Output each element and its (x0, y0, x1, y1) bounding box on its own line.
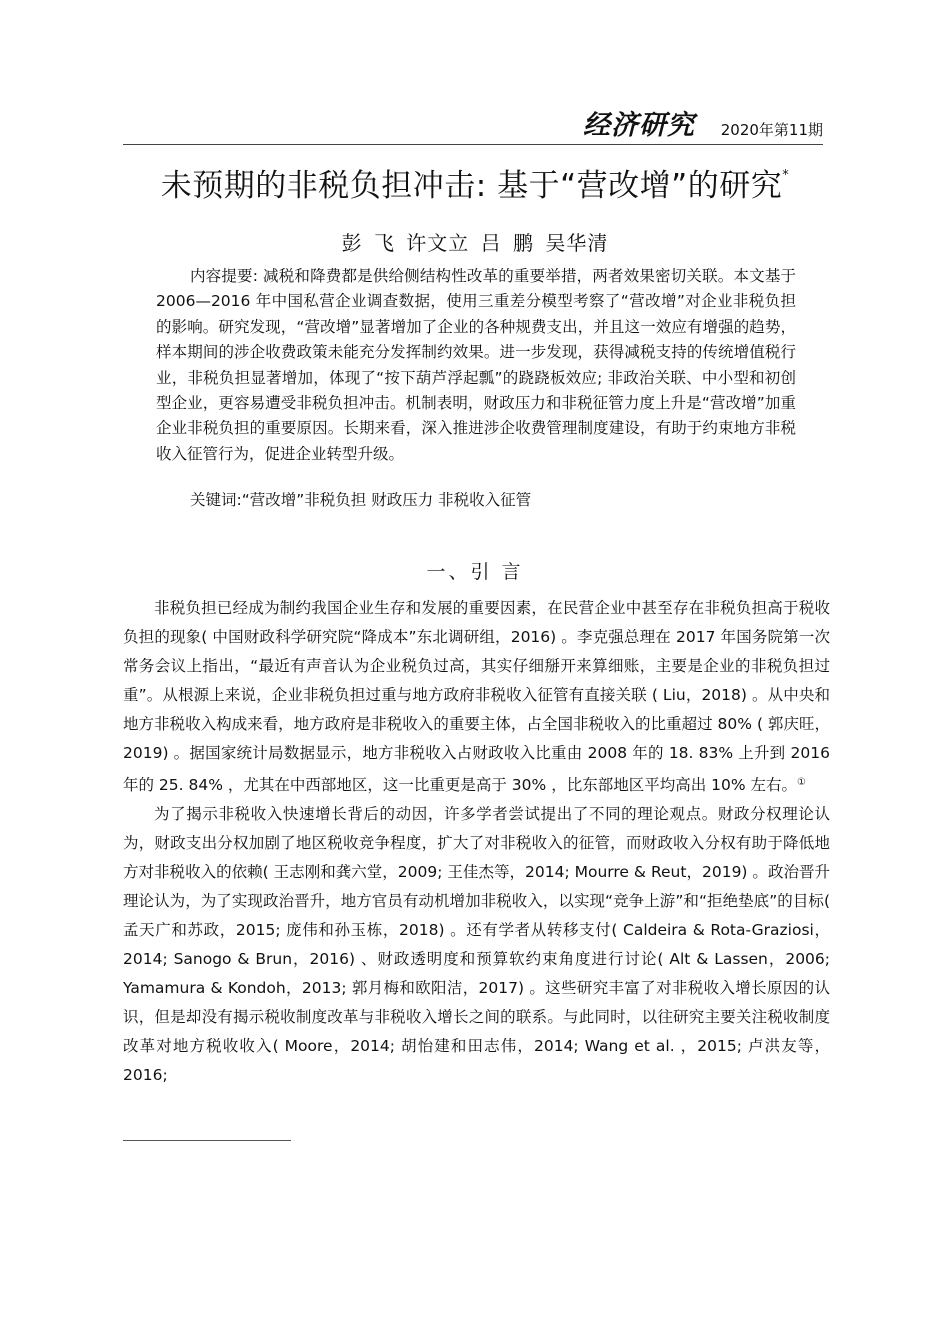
abstract-text: 内容提要: 减税和降费都是供给侧结构性改革的重要举措，两者效果密切关联。本文基于 2006—2016 年中国私营企业调查数据，使用三重差分模型考察了“营改增”对企业非税负担的影响。研究发现，“营改增”显著增加了企业的各种规费支出，并且这一效应有增强的趋势，样本期间的涉企收费政策未能充分发挥制约效果。进一步发现，获得减税支持的传统增值税行业，非税负担显著增加，体现了“按下葫芦浮起瓢”的跷跷板效应; 非政治关联、中小型和初创型企业，更容易遭受非税负担冲击。机制表明，财政压力和非税征管力度上升是“营改增”加重企业非税负担的重要原因。长期来看，深入推进涉企收费管理制度建设，有助于约束地方非税收入征管行为，促进企业转型升级。 (156, 267, 796, 463)
paragraph-1-text: 非税负担已经成为制约我国企业生存和发展的重要因素，在民营企业中甚至存在非税负担高于税收负担的现象( 中国财政科学研究院“降成本”东北调研组，2016) 。李克强总理在 2017 年国务院第一次常务会议上指出，“最近有声音认为企业税负过高，其实仔细掰开来算细账，主要是企业的非税负担过重”。从根源上来说，企业非税负担过重与地方政府非税收入征管有直接关联 ( Liu，2018) 。从中央和地方非税收入构成来看，地方政府是非税收入的重要主体，占全国非税收入的比重超过 80% ( 郭庆旺，2019) 。据国家统计局数据显示，地方非税收入占财政收入比重由 2008 年的 18. 83% 上升到 2016 年的 25. 84% ，尤其在中西部地区，这一比重更是高于 30% ，比东部地区平均高出 10% 左右。 (123, 599, 830, 794)
article-title (0, 160, 950, 205)
title-footnote-mark: * (782, 168, 790, 183)
author-list: 彭 飞 许文立 吕 鹏 吴华清 (341, 231, 609, 255)
journal-logo: 经济研究 (583, 110, 695, 141)
paragraph-1 (123, 594, 830, 800)
footnote-divider (123, 1140, 291, 1141)
footnote-mark: ① (797, 777, 806, 788)
article-title-text: 未预期的非税负担冲击: 基于“营改增”的研究 (160, 168, 783, 204)
body-text (123, 594, 830, 1090)
running-header (123, 112, 823, 145)
keywords: 关键词:“营改增”非税负担 财政压力 非税收入征管 (190, 491, 532, 509)
section-heading: 一、引 言 (426, 561, 524, 583)
paragraph-2: 为了揭示非税收入快速增长背后的动因，许多学者尝试提出了不同的理论观点。财政分权理论认为，财政支出分权加剧了地区税收竞争程度，扩大了对非税收入的征管，而财政收入分权有助于降低地方对非税收入的依赖( 王志刚和龚六堂，2009; 王佳杰等，2014; Mourre & Reut，2019) 。政治晋升理论认为，为了实现政治晋升，地方官员有动机增加非税收入，以实现“竞争上游”和“拒绝垫底”的目标( 孟天广和苏政，2015; 庞伟和孙玉栋，2018) 。还有学者从转移支付( Caldeira & Rota-Graziosi，2014; Sanogo & Brun，2016) 、财政透明度和预算软约束角度进行讨论( Alt & Lassen，2006; Yamamura & Kondoh，2013; 郭月梅和欧阳洁，2017) 。这些研究丰富了对非税收入增长原因的认识，但是却没有揭示税收制度改革与非税收入增长之间的联系。与此同时，以往研究主要关注税收制度改革对地方税收收入( Moore，2014; 胡怡建和田志伟，2014; Wang et al. ，2015; 卢洪友等，2016; (123, 805, 830, 1084)
abstract (156, 264, 796, 467)
issue-label: 2020年第11期 (720, 121, 823, 139)
